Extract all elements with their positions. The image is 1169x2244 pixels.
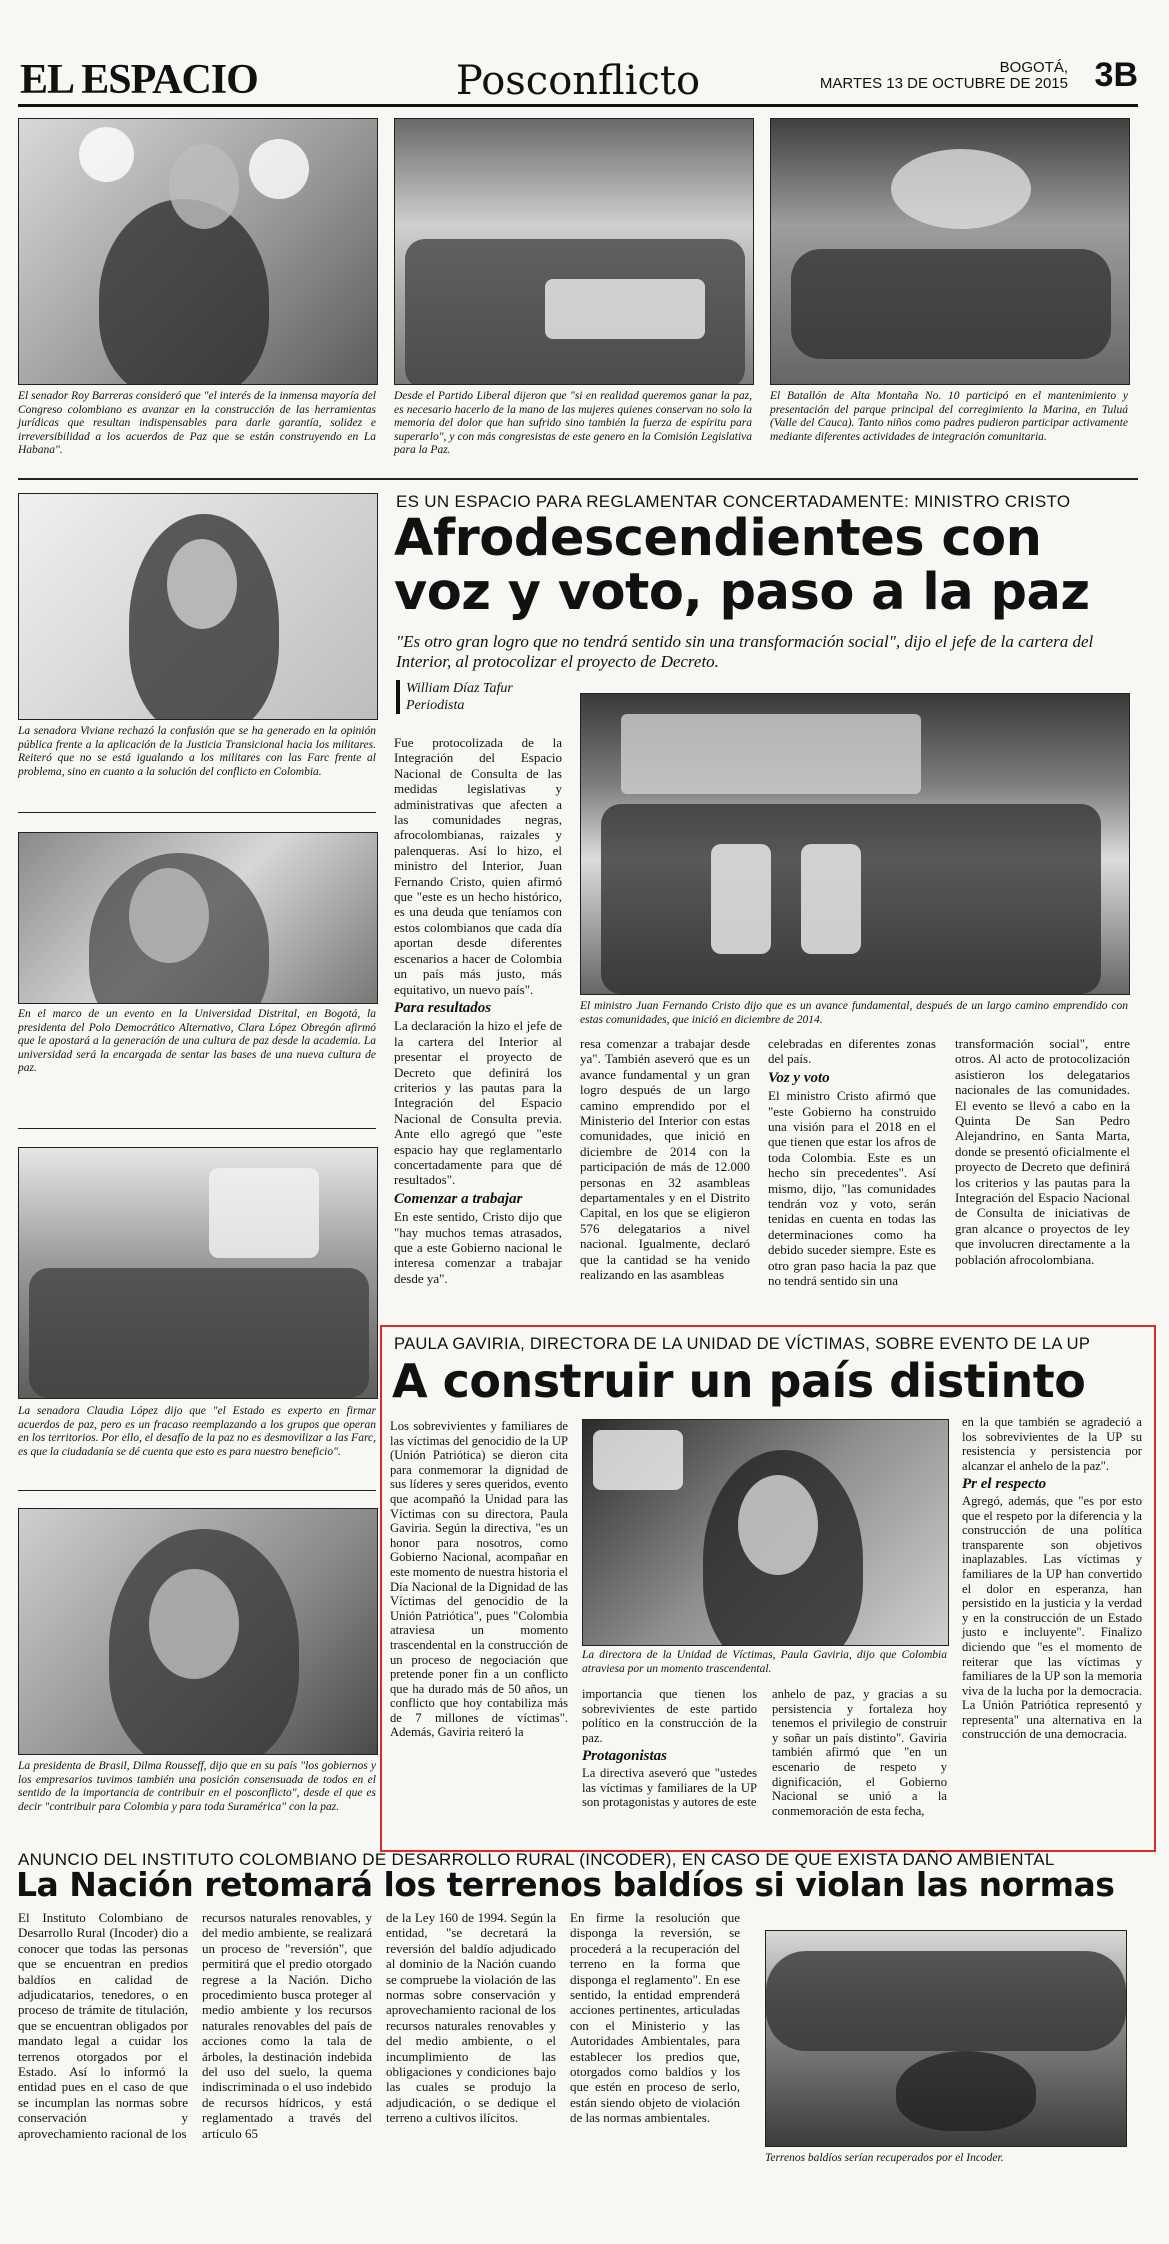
story1-col1-text — [394, 735, 562, 1288]
story1-kicker: ES UN ESPACIO PARA REGLAMENTAR CONCERTADAMENTE: MINISTRO CRISTO — [396, 492, 1071, 511]
byline-author: William Díaz Tafur — [406, 681, 513, 696]
story2-kicker: PAULA GAVIRIA, DIRECTORA DE LA UNIDAD DE VÍCTIMAS, SOBRE EVENTO DE LA UP — [394, 1335, 1091, 1353]
caption-terrenos: Terrenos baldíos serían recuperados por el Incoder. — [765, 2152, 1004, 2164]
paragraph: celebradas en diferentes zonas del país. — [768, 1036, 936, 1067]
page-number: 3B — [1094, 56, 1138, 94]
story1-headline-line1: Afrodescendientes con — [394, 509, 1042, 568]
paragraph: importancia que tienen los sobrevivientes de este partido político en la construcción de la paz. — [582, 1687, 757, 1745]
story1-col5-text — [955, 1036, 1130, 1269]
story2-col3-text: anhelo de paz, y gracias a su persistencia y fortaleza hoy tenemos el privilegio de construir y soñar un país distinto". Gaviria también afirmó que "en un escenario de respeto y dignificación, el Gobierno Nacional se unió a la conmemoración de esta fecha, — [772, 1687, 947, 1818]
paragraph: transformación social", entre otros. Al acto de protocolización asistieron los delegatarios nacionales de las comunidades. El evento se llevó a cabo en la Quinta De San Pedro Alejandrino, en Santa Marta, donde se presentó oficialmente el proyecto de Decreto que definirá los criterios y las pautas para la Integración del Espacio Nacional de Consulta de iniciativas de gran alcance o proyectos de ley que involucren directamente a la población afrocolombiana. — [955, 1036, 1130, 1267]
photo-paula-gaviria — [582, 1419, 949, 1646]
story2-col1-text: Los sobrevivientes y familiares de las víctimas del genocidio de la UP (Unión Patriótica) se dieron cita para conmemorar la dignidad de sus líderes y seres queridos, evento que acompañó la Unidad para las Víctimas con su directora, Paula Gaviria. Según la directiva, "es un honor para nosotros, como Gobierno Nacional, acompañar en este momento de nuestra historia el Día Nacional de la Dignidad de las Víctimas del genocidio de la Unión Patriótica", pues "Colombia atraviesa un momento trascendental en la construcción de un proceso de negociación que pretende poner fin a un conflicto que ha durado más de 50 años, un conflicto que hoy contabiliza más de 7 millones de víctimas". Además, Gaviria reiteró la — [390, 1419, 569, 1740]
paragraph: El ministro Cristo afirmó que "este Gobierno ha construido una visión para el 2018 en el que tienen que estar los afros de toda Colombia. Este es un hecho sin precedentes". Así mismo, dijo, "las comunidades tendrán voz y voto, serán tenidas en cuenta en todas las determinaciones como ha debido suceder siempre. Este es otro gran paso hacia la paz que no tendrá sentido sin una — [768, 1088, 936, 1289]
dateline-city: BOGOTÁ, — [999, 59, 1068, 76]
caption-partido-liberal: Desde el Partido Liberal dijeron que "si en realidad queremos ganar la paz, es necesario hacerlo de la mano de las mujeres quienes conservan no solo la memoria del dolor que han sufrido sino también la fuerza de espíritu para superarlo", y con más congresistas de este genero en la Comisión Legislativa para la Paz. — [394, 390, 752, 456]
story3-col1-text: El Instituto Colombiano de Desarrollo Rural (Incoder) dio a conocer que todas las personas que se encuentran en predios baldíos en calidad de adjudicatarios, tenedores, o en proceso de trámite de titulación, que se encuentran obligados por mandato legal a cuidar los terrenos otorgados por el Estado. Así lo informó la entidad pues en el caso de que se incumplan las normas sobre conservación y aprovechamiento racional de los — [18, 1910, 188, 2141]
story3-headline: La Nación retomará los terrenos baldíos si violan las normas — [16, 1865, 1115, 1904]
subhead-voz-y-voto: Voz y voto — [768, 1069, 830, 1086]
photo-roy-barreras — [18, 118, 378, 385]
photo-viviane-morales — [18, 493, 378, 720]
photo-terrenos-baldios — [765, 1930, 1127, 2147]
story3-col3-text: de la Ley 160 de 1994. Según la entidad, "se decretará la reversión del baldío adjudicado al dominio de la Nación cuando se compruebe la violación de las normas sobre conservación y aprovechamiento racional de los recursos naturales renovables y del medio ambiente, o el incumplimiento de las obligaciones y condiciones bajo las cuales se produjo la adjudicación, o se dedique el terreno a cultivos ilícitos. — [386, 1910, 556, 2126]
photo-clara-lopez — [18, 832, 378, 1004]
story1-col4-text — [768, 1036, 936, 1291]
story1-col3-text — [580, 1036, 750, 1285]
top-divider — [18, 478, 1138, 480]
dateline-date: MARTES 13 DE OCTUBRE DE 2015 — [819, 75, 1068, 92]
caption-batallon: El Batallón de Alta Montaña No. 10 participó en el mantenimiento y presentación del parque principal del corregimiento la Marina, en Tuluá (Valle del Cauca). Tanto niños como padres pudieron participar activamente mediante diferentes actividades de integración comunitaria. — [770, 390, 1128, 443]
photo-batallon-park — [770, 118, 1130, 385]
left-divider-2 — [18, 1128, 376, 1129]
story3-col2-text: recursos naturales renovables, y del medio ambiente, se realizará un proceso de "reversión", que permitirá que el predio otorgado regrese a la Nación. Dicho procedimiento busca proteger al medio ambiente y los recursos naturales renovables del país de acciones como la tala de árboles, la destinación indebida del uso del suelo, la quema indiscriminada o el uso indebido de recursos hídricos, y está reglamentado a través del artículo 65 — [202, 1910, 372, 2141]
paragraph: La directiva aseveró que "ustedes las víctimas y familiares de la UP son protagonistas y autores de este — [582, 1765, 757, 1810]
caption-clara-lopez: En el marco de un evento en la Universidad Distrital, en Bogotá, la presidenta del Polo Democrático Alternativo, Clara López Obregón afirmó que le apostará a la generación de una cultura de paz desde la academia. La universidad será la encargada de sentar las bases de una nueva cultura de paz. — [18, 1008, 376, 1074]
story1-headline-line2: voz y voto, paso a la paz — [394, 563, 1090, 622]
caption-roy-barreras: El senador Roy Barreras consideró que "el interés de la inmensa mayoría del Congreso colombiano es avanzar en la construcción de las herramientas jurídicas que resultan indispensables para darle garantía, solidez e irreversibilidad a los acuerdos de Paz que se están construyendo en La Habana". — [18, 390, 376, 456]
caption-ministro-cristo: El ministro Juan Fernando Cristo dijo que es un avance fundamental, después de un largo camino emprendido con estas comunidades, que inició en diciembre de 2014. — [580, 1000, 1128, 1026]
dateline — [820, 60, 1068, 92]
caption-paula-gaviria: La directora de la Unidad de Víctimas, Paula Gaviria, dijo que Colombia atraviesa por un momento trascendental. — [582, 1649, 947, 1675]
story2-col4-text — [962, 1415, 1142, 1744]
story1-byline — [396, 680, 513, 714]
story3-kicker: ANUNCIO DEL INSTITUTO COLOMBIANO DE DESARROLLO RURAL (INCODER), EN CASO DE QUE EXISTA DAÑO AMBIENTAL — [18, 1850, 1055, 1869]
paragraph: Agregó, además, que "es por esto que el respeto por la diferencia y la construcción de una política transparente son objetivos inaplazables. Las víctimas y familiares de la UP han convertido el dolor en esperanza, han persistido en la justicia y la verdad y en la construcción de un Estado justo e incluyente". Finalizo diciendo que "es el momento de reiterar que las víctimas y familiares de la UP son la memoria viva de la lucha por la democracia. La Unión Patriótica representó y representa" una alternativa en la construcción de una democracia. — [962, 1493, 1142, 1742]
highlight-box — [380, 1325, 1156, 1852]
photo-ministro-cristo — [580, 693, 1130, 995]
paragraph: en la que también se agradeció a los sobrevivientes de la UP su resistencia y persistencia por alcanzar el anhelo de la paz". — [962, 1415, 1142, 1473]
left-divider-3 — [18, 1490, 376, 1491]
section-title: Posconflicto — [455, 58, 701, 104]
caption-claudia-lopez: La senadora Claudia López dijo que "el Estado es experto en firmar acuerdos de paz, pero es un fracaso reemplazando a los grupos que operan en los territorios. Por ello, el desafío de la paz no es desmovilizar a las Farc, es que la ciudadanía se dé cuenta que esto es para nuestro beneficio". — [18, 1405, 376, 1458]
subhead-comenzar: Comenzar a trabajar — [394, 1190, 523, 1207]
photo-women-march — [394, 118, 754, 385]
story2-headline: A construir un país distinto — [392, 1354, 1086, 1408]
caption-dilma: La presidenta de Brasil, Dilma Rousseff, dijo que en su país "los gobiernos y los empresarios tuvimos también una posición consensuada de todos en el sentido de la importancia de contribuir en el posconflicto", desde el que es decir "contribuir para Colombia y para toda Suramérica" con la paz. — [18, 1760, 376, 1813]
paragraph: En este sentido, Cristo dijo que "hay muchos temas atrasados, que a este Gobierno nacional le interesa comenzar a trabajar desde ya". — [394, 1209, 562, 1286]
subhead-para-resultados: Para resultados — [394, 999, 492, 1016]
photo-claudia-lopez-group — [18, 1147, 378, 1399]
byline-role: Periodista — [406, 698, 465, 713]
paragraph: Fue protocolizada de la Integración del Espacio Nacional de Consulta de las medidas legislativas y administrativas que afecten a las comunidades negras, afrocolombianas, raizales y palenqueras. Así lo hizo, el ministro del Interior, Juan Fernando Cristo, quien afirmó que "este es un hecho histórico, es una deuda que teníamos con estos colombianos que cada día aportan desde diferentes escenarios a hacer de Colombia un país más justo, más equitativo, un nuevo país". — [394, 735, 562, 997]
paragraph: resa comenzar a trabajar desde ya". También aseveró que es un avance fundamental y un gran logro después de un largo camino emprendido por el Ministerio del Interior con estas comunidades, que inició en diciembre de 2014 con la participación de más de 12.000 personas en 32 asambleas departamentales y en el Distrito Capital, en los que se eligieron 576 delegatarios a nivel nacional. Igualmente, declaró que la cantidad se ha venido realizando en las asambleas — [580, 1036, 750, 1283]
story3-col4-text: En firme la resolución que disponga la reversión, se procederá a la recuperación del terreno en la forma que disponga el reglamento". En ese sentido, la entidad emprenderá acciones pertinentes, articuladas con el Ministerio y las Autoridades Ambientales, para establecer los predios que, otorgados como baldíos y los que estén en proceso de serlo, están siendo objeto de violación de las normas ambientales. — [570, 1910, 740, 2126]
caption-viviane: La senadora Viviane rechazó la confusión que se ha generado en la opinión pública frente a la aplicación de la Justicia Transicional hacia los militares. Reiteró que no se está igualando a los militares con las Farc frente al problema, sino en cuanto a la solución del conflicto en Colombia. — [18, 725, 376, 778]
story2-col2-text — [582, 1687, 757, 1812]
story1-deck: "Es otro gran logro que no tendrá sentido sin una transformación social", dijo el jefe de la cartera del Interior, al protocolizar el proyecto de Decreto. — [396, 632, 1094, 671]
masthead — [18, 52, 1138, 107]
paragraph: La declaración la hizo el jefe de la cartera del Interior al presentar el proyecto de Decreto que definirá los criterios y las pautas para la Integración del Espacio Nacional de Consulta previa. Ante ello agregó que "este espacio hay que reglamentarlo concertadamente para que dé resultados". — [394, 1018, 562, 1188]
subhead-pr-el-respecto: Pr el respecto — [962, 1476, 1047, 1493]
subhead-protagonistas: Protagonistas — [582, 1748, 668, 1765]
photo-dilma-rousseff — [18, 1508, 378, 1755]
left-divider-1 — [18, 812, 376, 813]
newspaper-logo: EL ESPACIO — [20, 57, 258, 103]
